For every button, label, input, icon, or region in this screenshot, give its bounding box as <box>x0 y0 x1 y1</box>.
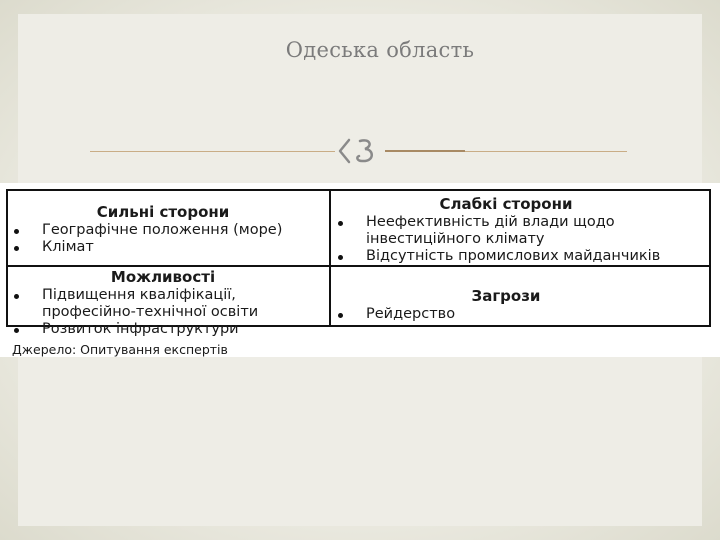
threats-heading: Загрози <box>471 287 541 305</box>
strength-item: Географічне положення (море) <box>12 222 324 239</box>
weakness-item: Відсутність промислових майданчиків <box>336 248 706 265</box>
threats-cell <box>336 287 706 323</box>
strengths-cell <box>12 203 324 256</box>
slide-title: Одеська область <box>285 38 475 62</box>
strength-item: Клімат <box>12 239 324 256</box>
strengths-heading: Сильні сторони <box>96 203 230 221</box>
opportunities-heading: Можливості <box>110 268 216 286</box>
weaknesses-heading: Слабкі сторони <box>439 195 573 213</box>
opportunities-cell <box>12 268 324 338</box>
weakness-item: Неефективність дій влади щодо інвестиційного клімату <box>336 214 656 248</box>
decorative-scroll-ornament-icon <box>337 136 383 166</box>
divider-accent <box>385 150 465 152</box>
weaknesses-cell <box>336 195 706 265</box>
swot-table <box>6 189 711 337</box>
opportunity-item: Розвиток інфраструктури <box>12 321 324 338</box>
source-note: Джерело: Опитування експертів <box>12 342 228 357</box>
divider-left <box>90 151 335 152</box>
swot-table-image <box>0 183 720 357</box>
threat-item: Рейдерство <box>336 306 706 323</box>
table-horizontal-divider <box>8 265 709 267</box>
opportunity-item: Підвищення кваліфікації, професійно-технічної освіти <box>12 287 277 321</box>
